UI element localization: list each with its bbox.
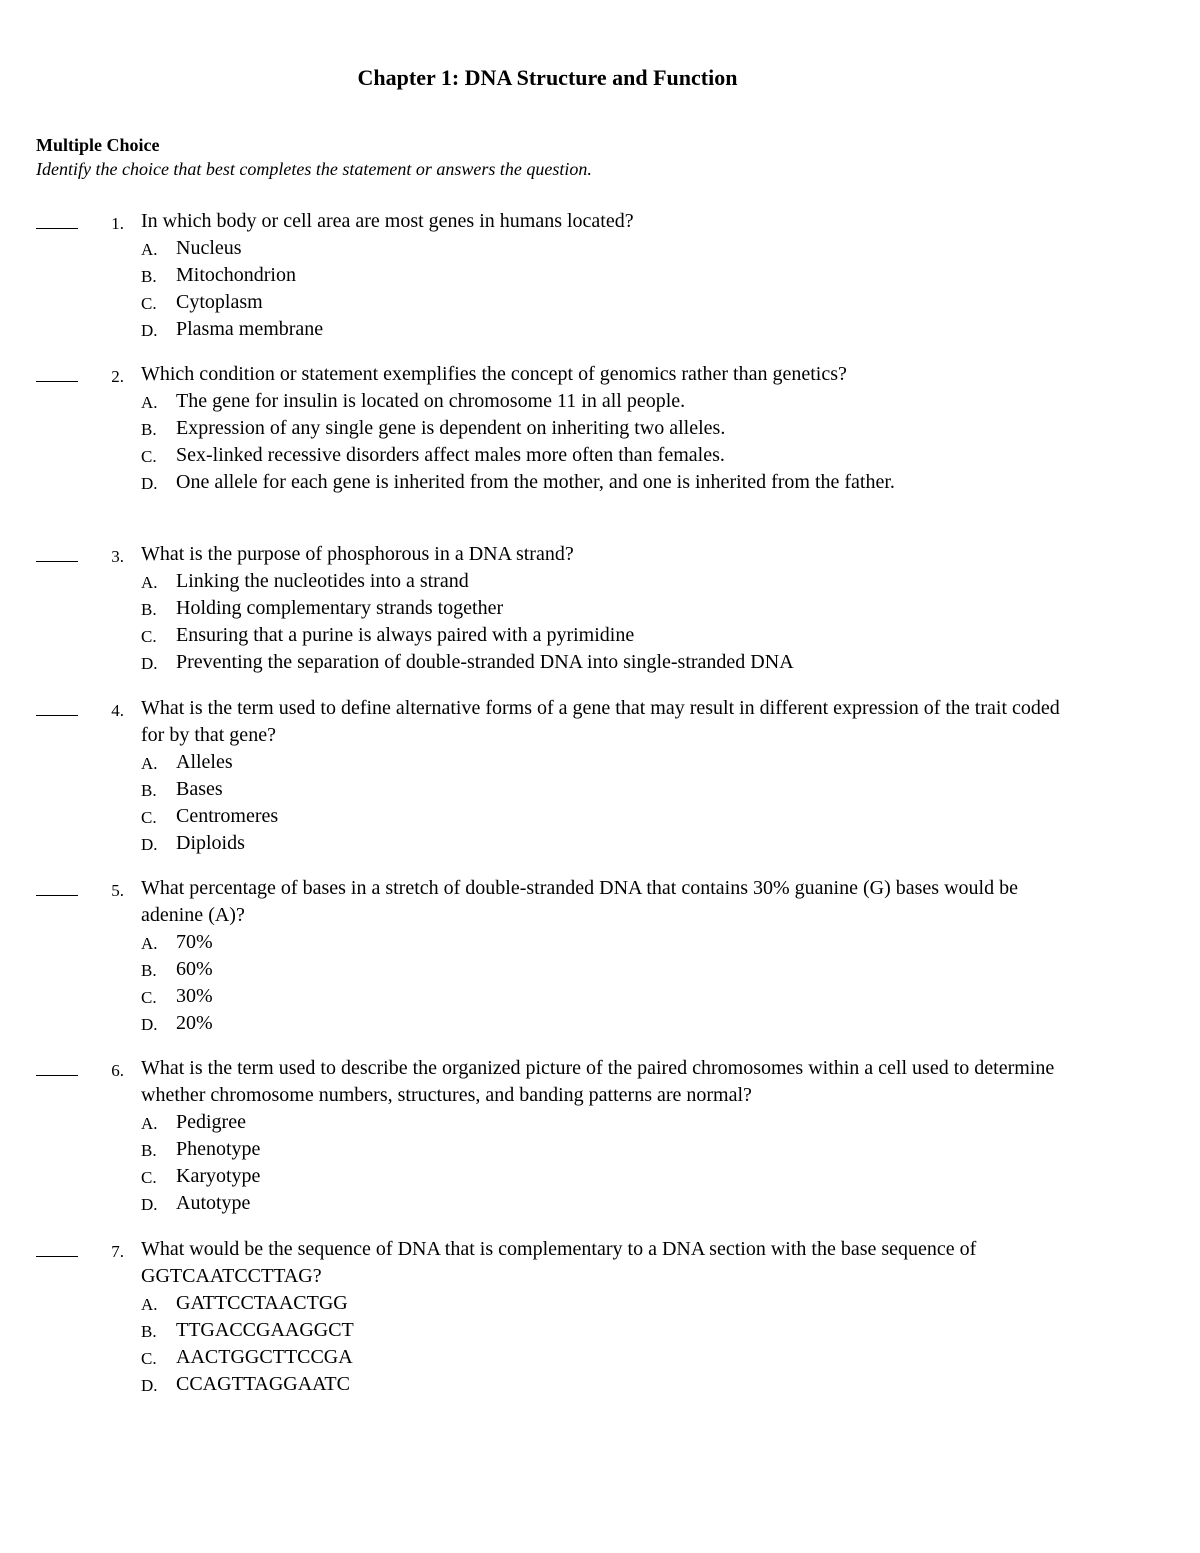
option-letter: B. <box>141 420 157 439</box>
option-a <box>141 1290 1041 1317</box>
section-heading: Multiple Choice <box>36 135 160 155</box>
answer-blank[interactable] <box>36 895 78 896</box>
option-letter: A. <box>141 934 158 953</box>
option-letter: A. <box>141 754 158 773</box>
option-b <box>141 1317 1041 1344</box>
answer-blank[interactable] <box>36 561 78 562</box>
option-letter: C. <box>141 294 157 313</box>
option-letter: D. <box>141 1376 158 1395</box>
option-text: One allele for each gene is inherited from the mother, and one is inherited from the father. <box>176 471 895 493</box>
option-b <box>141 956 1041 983</box>
option-text: Mitochondrion <box>176 264 296 286</box>
option-text: Plasma membrane <box>176 318 324 340</box>
option-text: Bases <box>176 778 223 800</box>
question-text: What would be the sequence of DNA that is complementary to a DNA section with the base sequence of GGTCAATCCTTAG? <box>141 1238 977 1287</box>
option-letter: C. <box>141 627 157 646</box>
option-c <box>141 803 1041 830</box>
option-letter: D. <box>141 321 158 340</box>
question-number: 1. <box>111 214 124 233</box>
option-b <box>141 1136 1041 1163</box>
option-text: 60% <box>176 958 213 980</box>
question-text: What is the term used to define alternative forms of a gene that may result in different expression of the trait coded for by that gene? <box>141 697 1060 746</box>
option-text: Linking the nucleotides into a strand <box>176 570 469 592</box>
option-text: Alleles <box>176 751 233 773</box>
option-letter: C. <box>141 808 157 827</box>
option-letter: B. <box>141 961 157 980</box>
option-b <box>141 595 1041 622</box>
option-a <box>141 388 1041 415</box>
option-letter: A. <box>141 240 158 259</box>
option-text: 30% <box>176 985 213 1007</box>
option-b <box>141 415 1041 442</box>
option-letter: B. <box>141 600 157 619</box>
option-a <box>141 749 1041 776</box>
option-letter: D. <box>141 835 158 854</box>
option-a <box>141 929 1041 956</box>
option-letter: A. <box>141 393 158 412</box>
option-letter: B. <box>141 1141 157 1160</box>
option-c <box>141 622 1041 649</box>
option-letter: A. <box>141 1114 158 1133</box>
option-list <box>141 749 1041 857</box>
option-letter: B. <box>141 267 157 286</box>
option-text: Expression of any single gene is dependent on inheriting two alleles. <box>176 417 726 439</box>
question-number: 7. <box>111 1242 124 1261</box>
option-a <box>141 568 1041 595</box>
answer-blank[interactable] <box>36 381 78 382</box>
question-number: 3. <box>111 547 124 566</box>
question-text: In which body or cell area are most genes in humans located? <box>141 210 634 232</box>
option-d <box>141 1371 1041 1398</box>
option-d <box>141 1190 1041 1217</box>
option-letter: B. <box>141 1322 157 1341</box>
option-d <box>141 469 1041 523</box>
option-d <box>141 316 1041 343</box>
answer-blank[interactable] <box>36 228 78 229</box>
option-c <box>141 442 1041 469</box>
answer-blank[interactable] <box>36 1075 78 1076</box>
option-text: Holding complementary strands together <box>176 597 504 619</box>
option-letter: D. <box>141 1015 158 1034</box>
option-c <box>141 1344 1041 1371</box>
answer-blank[interactable] <box>36 1256 78 1257</box>
option-letter: A. <box>141 573 158 592</box>
option-text: 70% <box>176 931 213 953</box>
option-d <box>141 649 1041 676</box>
option-text: Nucleus <box>176 237 242 259</box>
option-text: Preventing the separation of double-stranded DNA into single-stranded DNA <box>176 651 794 673</box>
option-letter: A. <box>141 1295 158 1314</box>
option-list <box>141 1109 1041 1217</box>
option-letter: B. <box>141 781 157 800</box>
option-letter: D. <box>141 474 158 493</box>
option-list <box>141 568 1041 676</box>
option-list <box>141 1290 1041 1398</box>
option-text: CCAGTTAGGAATC <box>176 1373 350 1395</box>
question-text: What is the purpose of phosphorous in a DNA strand? <box>141 543 574 565</box>
option-text: GATTCCTAACTGG <box>176 1292 348 1314</box>
option-text: The gene for insulin is located on chromosome 11 in all people. <box>176 390 686 412</box>
question-text: Which condition or statement exemplifies the concept of genomics rather than genetics? <box>141 363 847 385</box>
option-letter: C. <box>141 1168 157 1187</box>
option-text: Phenotype <box>176 1138 261 1160</box>
option-list <box>141 388 1041 523</box>
option-list <box>141 235 1041 343</box>
option-d <box>141 1010 1041 1037</box>
option-c <box>141 983 1041 1010</box>
option-text: Sex-linked recessive disorders affect males more often than females. <box>176 444 725 466</box>
question-text: What percentage of bases in a stretch of double-stranded DNA that contains 30% guanine (G) bases would be adenine (A)? <box>141 877 1018 926</box>
answer-blank[interactable] <box>36 715 78 716</box>
option-text: Diploids <box>176 832 245 854</box>
page-title: Chapter 1: DNA Structure and Function <box>357 65 738 90</box>
question-number: 5. <box>111 881 124 900</box>
option-text: TTGACCGAAGGCT <box>176 1319 354 1341</box>
option-d <box>141 830 1041 857</box>
option-text: Pedigree <box>176 1111 246 1133</box>
option-text: 20% <box>176 1012 213 1034</box>
option-b <box>141 776 1041 803</box>
question-number: 4. <box>111 701 124 720</box>
question-number: 2. <box>111 367 124 386</box>
option-a <box>141 1109 1041 1136</box>
question-text: What is the term used to describe the organized picture of the paired chromosomes within a cell used to determine whether chromosome numbers, structures, and banding patterns are normal? <box>141 1057 1055 1106</box>
option-c <box>141 289 1041 316</box>
option-text: Karyotype <box>176 1165 261 1187</box>
option-text: Centromeres <box>176 805 279 827</box>
question-number: 6. <box>111 1061 124 1080</box>
option-letter: C. <box>141 1349 157 1368</box>
option-c <box>141 1163 1041 1190</box>
option-list <box>141 929 1041 1037</box>
option-letter: C. <box>141 447 157 466</box>
instructions-text: Identify the choice that best completes the statement or answers the question. <box>36 159 592 179</box>
option-letter: D. <box>141 1195 158 1214</box>
option-letter: C. <box>141 988 157 1007</box>
option-b <box>141 262 1041 289</box>
option-text: AACTGGCTTCCGA <box>176 1346 353 1368</box>
option-text: Autotype <box>176 1192 251 1214</box>
option-a <box>141 235 1041 262</box>
option-text: Ensuring that a purine is always paired with a pyrimidine <box>176 624 635 646</box>
option-letter: D. <box>141 654 158 673</box>
option-text: Cytoplasm <box>176 291 263 313</box>
